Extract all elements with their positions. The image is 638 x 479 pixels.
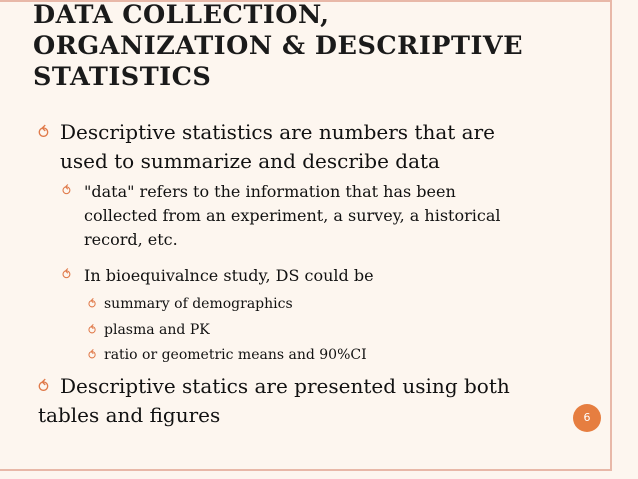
bullet-text-line: ratio or geometric means and 90%CI [104, 347, 367, 363]
curved-arrow-bullet-icon: ⥀ [88, 348, 97, 362]
bullet-text-line: collected from an experiment, a survey, a historical [84, 206, 501, 225]
bullet-item [62, 264, 374, 288]
bullet-text-line: plasma and PK [104, 322, 210, 338]
bullet-item [88, 343, 367, 367]
bullet-text-line: "data" refers to the information that has been [84, 182, 456, 201]
title-line: STATISTICS [33, 62, 212, 92]
bullet-item [62, 180, 500, 252]
bullet-item [88, 318, 210, 342]
slide-title [33, 0, 523, 93]
bullet-text-line: summary of demographics [104, 296, 293, 312]
bullet-text-line: record, etc. [84, 230, 178, 249]
bullet-text-line: Descriptive statistics are numbers that are [60, 120, 495, 144]
curved-arrow-bullet-icon: ⥀ [62, 184, 71, 199]
bullet-item [38, 118, 495, 176]
bullet-text-line: used to summarize and describe data [60, 149, 440, 173]
title-line: ORGANIZATION & DESCRIPTIVE [33, 31, 524, 61]
bullet-item [88, 292, 293, 316]
curved-arrow-bullet-icon: ⥀ [88, 323, 97, 337]
bullet-item [38, 372, 510, 430]
bullet-text-line: tables and figures [38, 403, 221, 427]
title-line: DATA COLLECTION, [33, 0, 330, 30]
curved-arrow-bullet-icon: ⥀ [88, 297, 97, 311]
page-number-badge: 6 [573, 404, 601, 432]
bullet-text-line: Descriptive statics are presented using both [60, 374, 510, 398]
bullet-text-line: In bioequivalnce study, DS could be [84, 266, 374, 285]
curved-arrow-bullet-icon: ⥀ [38, 123, 49, 142]
curved-arrow-bullet-icon: ⥀ [62, 268, 71, 283]
curved-arrow-bullet-icon: ⥀ [38, 377, 49, 396]
